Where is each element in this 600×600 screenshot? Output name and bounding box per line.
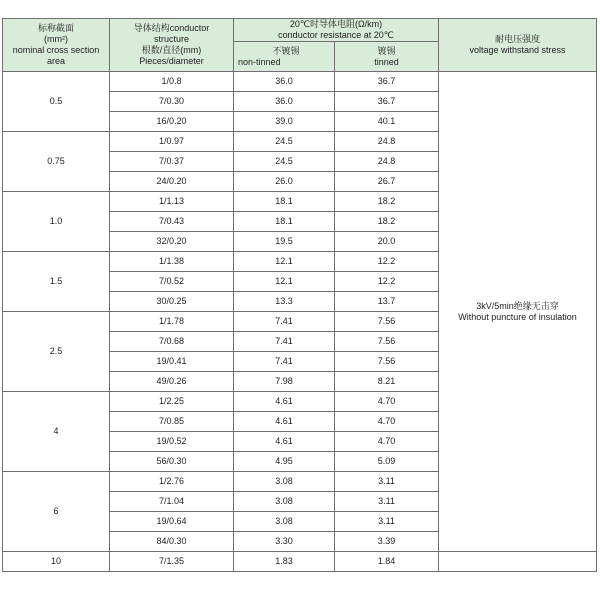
cell-section: 0.5: [3, 72, 110, 132]
cell-nontinned: 18.1: [234, 212, 335, 232]
header-voltage-line: 耐电压强度: [495, 34, 541, 44]
cell-tinned: 1.84: [335, 552, 439, 572]
cell-tinned: 36.7: [335, 72, 439, 92]
cell-section: 0.75: [3, 132, 110, 192]
cell-structure: 16/0.20: [110, 112, 234, 132]
cell-tinned: 24.8: [335, 152, 439, 172]
cell-nontinned: 7.41: [234, 332, 335, 352]
cell-voltage-empty: [439, 552, 597, 572]
cell-tinned: 18.2: [335, 192, 439, 212]
cell-voltage: [439, 72, 597, 552]
cell-nontinned: 36.0: [234, 92, 335, 112]
table-row: [3, 552, 597, 572]
cell-nontinned: 13.3: [234, 292, 335, 312]
cell-structure: 84/0.30: [110, 532, 234, 552]
cell-section: 1.0: [3, 192, 110, 252]
cell-structure: 7/0.68: [110, 332, 234, 352]
header-section-line: nominal cross section: [12, 45, 100, 55]
cell-section: 4: [3, 392, 110, 472]
cell-tinned: 18.2: [335, 212, 439, 232]
cell-tinned: 3.39: [335, 532, 439, 552]
header-voltage-line: voltage withstand stress: [469, 45, 566, 55]
table-body: [3, 72, 597, 572]
header-section-line: 标称截面: [37, 23, 74, 33]
cell-tinned: 12.2: [335, 252, 439, 272]
cell-tinned: 36.7: [335, 92, 439, 112]
cell-structure: 7/0.52: [110, 272, 234, 292]
cell-nontinned: 4.61: [234, 432, 335, 452]
table-row: [3, 72, 597, 92]
header-tinned-cn: 镀锡: [377, 45, 396, 56]
header-structure: [110, 19, 234, 72]
cell-tinned: 7.56: [335, 352, 439, 372]
cell-nontinned: 4.61: [234, 392, 335, 412]
cell-tinned: 13.7: [335, 292, 439, 312]
cell-nontinned: 26.0: [234, 172, 335, 192]
header-section-line: area: [46, 56, 65, 66]
cell-structure: 7/0.85: [110, 412, 234, 432]
cell-tinned: 4.70: [335, 392, 439, 412]
cell-nontinned: 4.61: [234, 412, 335, 432]
header-structure-line: Pieces/diameter: [139, 56, 204, 66]
cell-nontinned: 3.08: [234, 472, 335, 492]
cell-nontinned: 12.1: [234, 272, 335, 292]
voltage-value-en: Without puncture of insulation: [458, 311, 577, 322]
cell-nontinned: 3.08: [234, 492, 335, 512]
voltage-value-cn: 3kV/5min绝缘无击穿: [476, 300, 559, 311]
cell-tinned: 26.7: [335, 172, 439, 192]
cell-structure: 56/0.30: [110, 452, 234, 472]
table-header: [3, 19, 597, 72]
header-nontinned: [234, 42, 335, 72]
cell-structure: 24/0.20: [110, 172, 234, 192]
cell-tinned: 4.70: [335, 432, 439, 452]
cell-nontinned: 24.5: [234, 132, 335, 152]
cell-structure: 19/0.41: [110, 352, 234, 372]
cell-nontinned: 3.08: [234, 512, 335, 532]
cell-tinned: 7.56: [335, 332, 439, 352]
cell-structure: 7/0.30: [110, 92, 234, 112]
cell-tinned: 12.2: [335, 272, 439, 292]
header-nontinned-en: non-tinned: [238, 56, 281, 67]
cell-tinned: 8.21: [335, 372, 439, 392]
cell-section: 1.5: [3, 252, 110, 312]
cell-nontinned: 19.5: [234, 232, 335, 252]
cell-nontinned: 18.1: [234, 192, 335, 212]
cell-nontinned: 39.0: [234, 112, 335, 132]
cell-nontinned: 12.1: [234, 252, 335, 272]
cell-tinned: 40.1: [335, 112, 439, 132]
cell-structure: 32/0.20: [110, 232, 234, 252]
cell-section: 2.5: [3, 312, 110, 392]
cell-nontinned: 3.30: [234, 532, 335, 552]
cell-tinned: 3.11: [335, 472, 439, 492]
cell-structure: 1/1.38: [110, 252, 234, 272]
cell-structure: 1/2.76: [110, 472, 234, 492]
cell-structure: 30/0.25: [110, 292, 234, 312]
cell-section: 10: [3, 552, 110, 572]
cell-structure: 19/0.64: [110, 512, 234, 532]
cell-structure: 49/0.26: [110, 372, 234, 392]
cell-nontinned: 36.0: [234, 72, 335, 92]
cell-tinned: 4.70: [335, 412, 439, 432]
cell-structure: 19/0.52: [110, 432, 234, 452]
header-tinned-en: tinned: [374, 56, 399, 67]
cell-structure: 1/2.25: [110, 392, 234, 412]
cell-tinned: 24.8: [335, 132, 439, 152]
cell-structure: 1/1.13: [110, 192, 234, 212]
header-resistance: [234, 19, 439, 42]
cell-tinned: 3.11: [335, 512, 439, 532]
header-resistance-line: conductor resistance at 20℃: [278, 30, 394, 40]
header-structure-line: 根数/直径(mm): [141, 45, 202, 55]
cell-tinned: 20.0: [335, 232, 439, 252]
conductor-spec-table: [2, 18, 597, 572]
header-nontinned-cn: 不镀锡: [272, 45, 300, 56]
cell-structure: 1/0.8: [110, 72, 234, 92]
cell-structure: 7/0.37: [110, 152, 234, 172]
cell-tinned: 3.11: [335, 492, 439, 512]
cell-nontinned: 24.5: [234, 152, 335, 172]
cell-tinned: 7.56: [335, 312, 439, 332]
header-structure-line: 导体结构conductor: [133, 23, 210, 33]
cell-tinned: 5.09: [335, 452, 439, 472]
header-voltage: [439, 19, 597, 72]
header-section: [3, 19, 110, 72]
cell-nontinned: 1.83: [234, 552, 335, 572]
cell-structure: 7/1.35: [110, 552, 234, 572]
cell-structure: 1/0.97: [110, 132, 234, 152]
cell-structure: 7/0.43: [110, 212, 234, 232]
header-resistance-line: 20℃时导体电阻(Ω/km): [289, 19, 383, 29]
cell-nontinned: 7.41: [234, 352, 335, 372]
cell-section: 6: [3, 472, 110, 552]
cell-nontinned: 7.41: [234, 312, 335, 332]
cell-structure: 7/1.04: [110, 492, 234, 512]
cell-nontinned: 7.98: [234, 372, 335, 392]
cell-nontinned: 4.95: [234, 452, 335, 472]
header-tinned: [335, 42, 439, 72]
header-section-line: (mm²): [44, 34, 68, 44]
cell-structure: 1/1.78: [110, 312, 234, 332]
header-structure-line: structure: [153, 34, 189, 44]
